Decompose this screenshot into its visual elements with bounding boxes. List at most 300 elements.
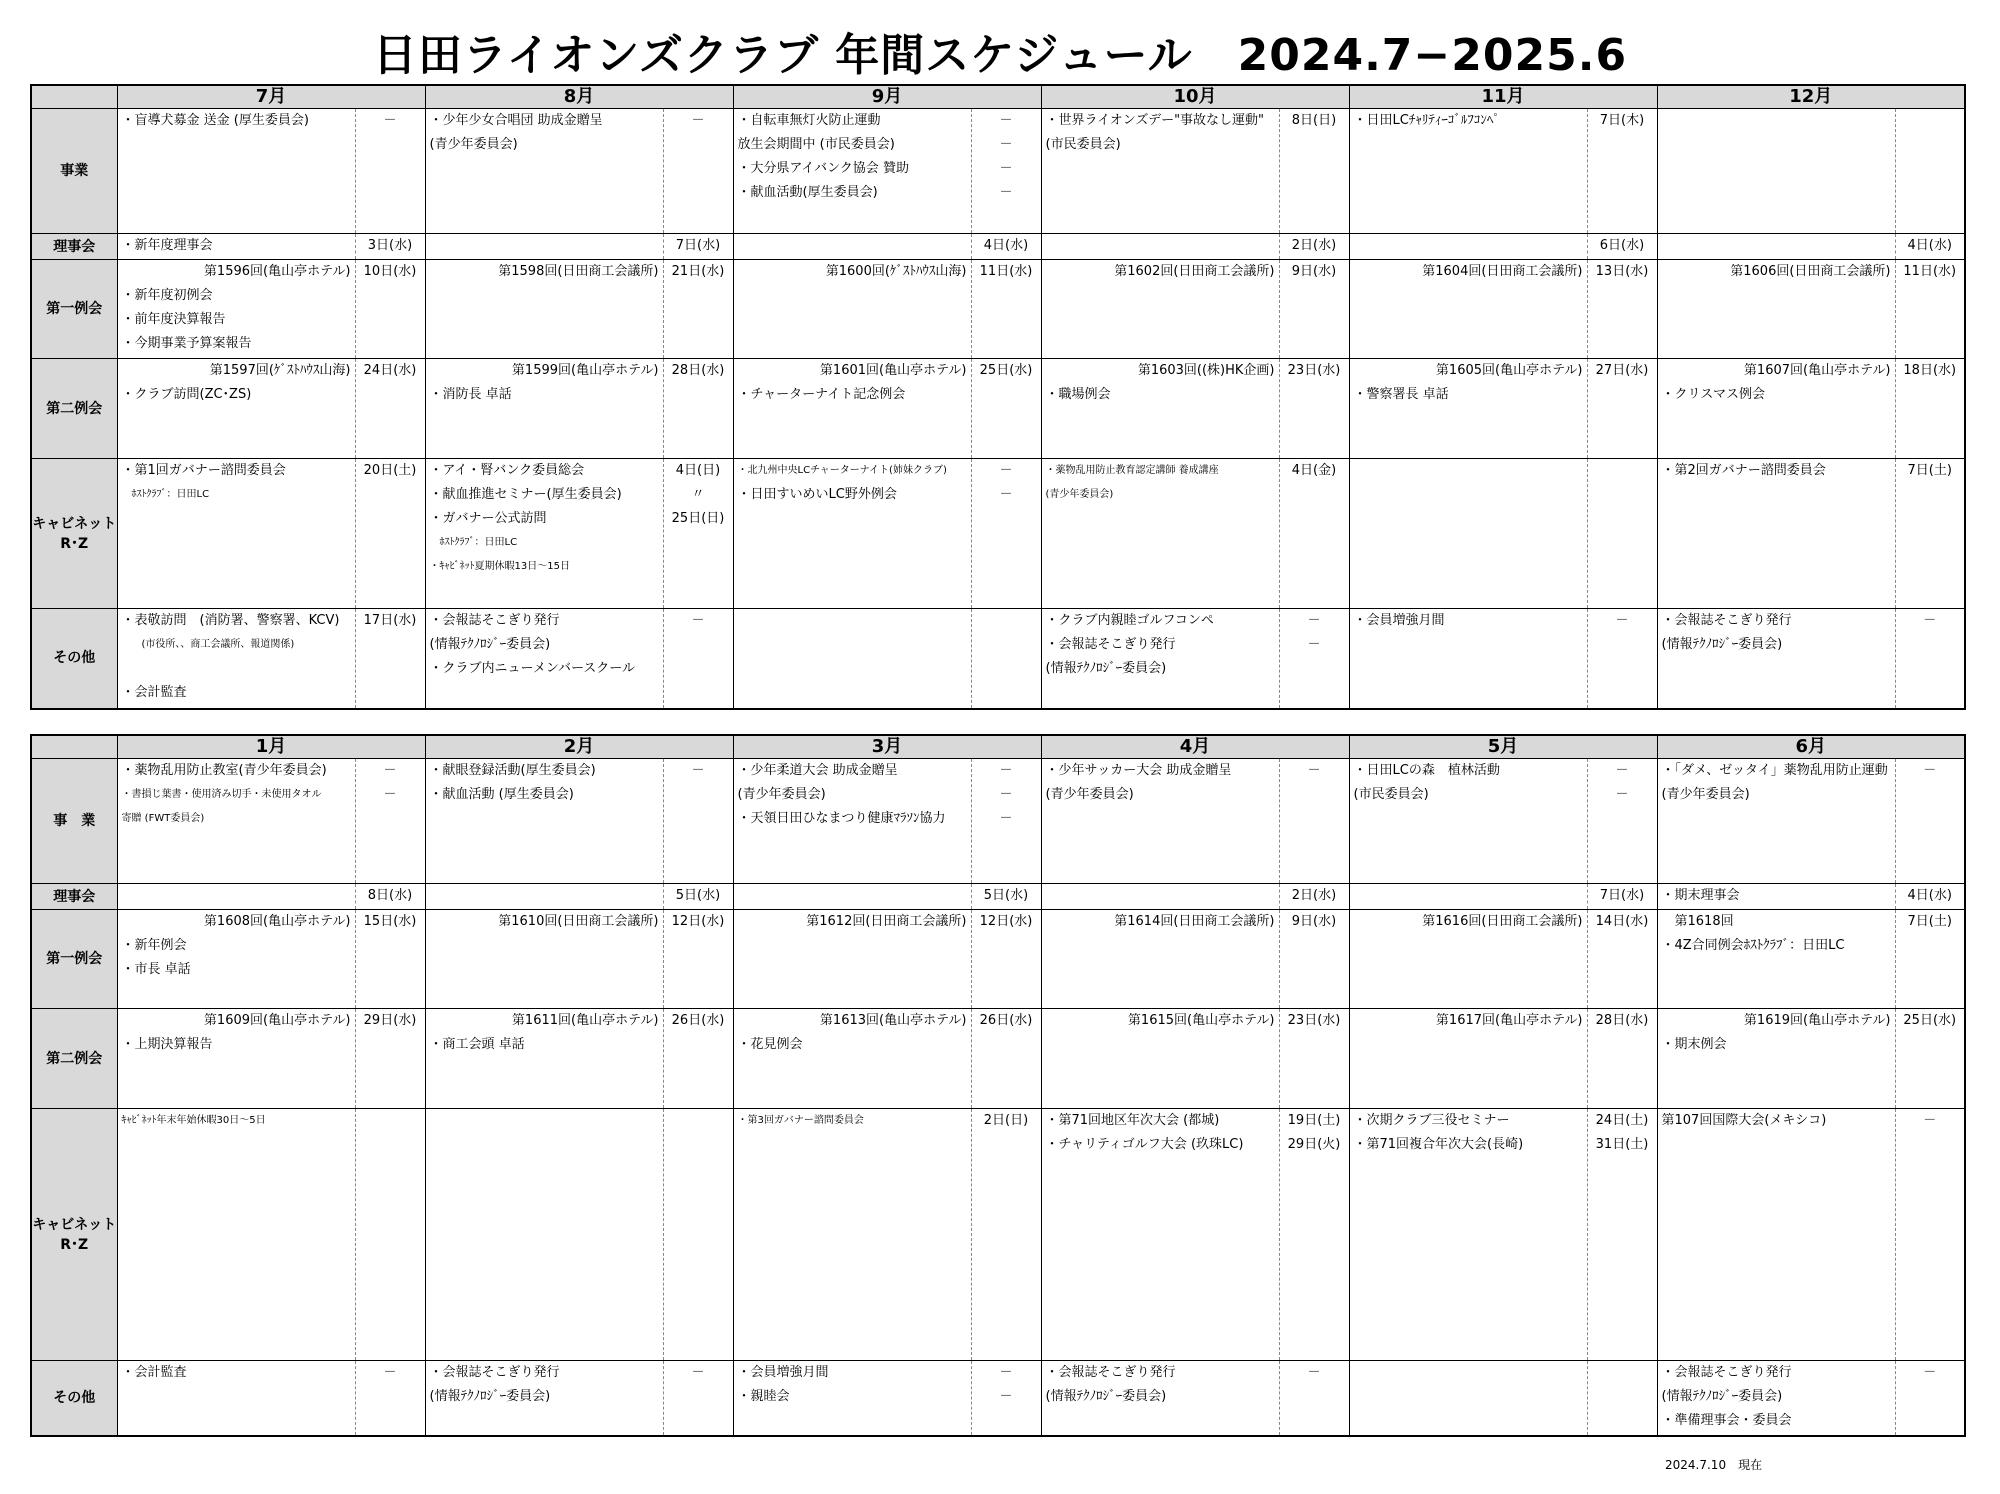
event-cell — [117, 260, 355, 359]
month-header: 9月 — [733, 85, 1041, 109]
event-date — [1280, 1385, 1349, 1409]
event-cell — [425, 1109, 663, 1361]
month-header: 11月 — [1349, 85, 1657, 109]
event-cell — [1657, 260, 1895, 359]
event-date: － — [999, 811, 1013, 826]
event-text: ・献眼登録活動(厚生委員会) — [429, 763, 596, 778]
event-text: ・薬物乱用防止教育認定講師 養成講座 — [1045, 465, 1219, 476]
schedule-row — [31, 459, 1965, 609]
event-date: － — [1923, 1365, 1937, 1380]
event-cell — [1349, 359, 1587, 459]
event-date: － — [999, 787, 1013, 802]
event-cell — [117, 359, 355, 459]
event-cell — [117, 234, 355, 260]
event-text: ・天領日田ひなまつり健康ﾏﾗｿﾝ協力 — [737, 811, 946, 826]
date-cell — [1895, 359, 1965, 459]
date-cell — [1587, 260, 1657, 359]
event-text: ・第2回ガバナー諮問委員会 — [1661, 463, 1826, 478]
event-text: 第1615回(亀山亭ホテル) — [1127, 1013, 1275, 1028]
event-cell — [1349, 459, 1587, 609]
month-header: 4月 — [1041, 735, 1349, 759]
event-cell — [425, 910, 663, 1009]
event-cell — [1657, 609, 1895, 709]
event-text: 第1611回(亀山亭ホテル) — [511, 1013, 659, 1028]
event-date — [1896, 783, 1965, 807]
event-text: ・会報誌そこぎり発行 — [1661, 1365, 1792, 1380]
event-text: ・市長 卓話 — [121, 962, 191, 977]
event-text: ・日田LCﾁｬﾘﾃｨｰｺﾞﾙﾌｺﾝﾍﾟ — [1353, 113, 1500, 128]
event-text: ・北九州中央LCチャーターナイト(姉妹クラブ) — [737, 465, 947, 476]
event-date: 7日(木) — [1599, 113, 1645, 128]
date-cell — [1279, 109, 1349, 234]
date-cell — [1895, 910, 1965, 1009]
event-date: － — [691, 1365, 705, 1380]
date-cell — [971, 234, 1041, 260]
event-text: ・職場例会 — [1045, 387, 1111, 402]
event-text — [430, 884, 663, 908]
month-header: 8月 — [425, 85, 733, 109]
event-date: 24日(土) — [1595, 1113, 1649, 1128]
date-cell — [663, 1361, 733, 1436]
event-date: 10日(水) — [363, 264, 417, 279]
event-date: 28日(水) — [671, 363, 725, 378]
date-cell — [971, 1109, 1041, 1361]
event-text: 第1599回(亀山亭ホテル) — [511, 363, 659, 378]
event-cell — [733, 759, 971, 884]
event-date: － — [1615, 763, 1629, 778]
event-date — [1896, 383, 1965, 407]
event-text: ・「ダメ、ゼッタイ」薬物乱用防止運動 — [1661, 763, 1888, 778]
event-text: ・献血活動 (厚生委員会) — [429, 787, 574, 802]
event-text: (情報ﾃｸﾉﾛｼﾞｰ委員会) — [429, 637, 551, 652]
date-cell — [1587, 759, 1657, 884]
date-cell — [663, 910, 733, 1009]
event-cell — [1349, 884, 1587, 910]
event-date: － — [383, 763, 397, 778]
month-header: 3月 — [733, 735, 1041, 759]
date-cell — [1587, 884, 1657, 910]
event-text: ・親睦会 — [737, 1389, 790, 1404]
event-text: ・会員増強月間 — [1353, 613, 1445, 628]
date-cell — [971, 1361, 1041, 1436]
date-cell — [663, 884, 733, 910]
event-text: (市民委員会) — [1045, 137, 1121, 152]
date-cell — [1587, 1361, 1657, 1436]
date-cell — [971, 459, 1041, 609]
date-cell — [1895, 234, 1965, 260]
event-date: 4日(水) — [983, 238, 1029, 253]
event-date: 29日(火) — [1287, 1137, 1341, 1152]
date-cell — [1279, 759, 1349, 884]
event-date: － — [1923, 613, 1937, 628]
event-date: 26日(水) — [671, 1013, 725, 1028]
date-cell — [1279, 260, 1349, 359]
date-cell — [971, 109, 1041, 234]
event-text: ・花見例会 — [737, 1037, 803, 1052]
row-label: 理事会 — [31, 884, 117, 910]
event-text: ・クラブ内ニューメンバースクール — [429, 661, 636, 676]
event-text: ｷｬﾋﾞﾈｯﾄ年末年始休暇30日～5日 — [121, 1115, 266, 1126]
event-date: － — [999, 763, 1013, 778]
date-cell — [971, 260, 1041, 359]
event-date — [1280, 133, 1349, 157]
schedule-row — [31, 234, 1965, 260]
event-text: ・会報誌そこぎり発行 — [1045, 637, 1176, 652]
event-date: － — [1615, 613, 1629, 628]
event-cell — [1041, 359, 1279, 459]
event-text: ・チャリティゴルフ大会 (玖珠LC) — [1045, 1137, 1244, 1152]
event-text: ・新年度初例会 — [121, 288, 213, 303]
event-date: － — [383, 1365, 397, 1380]
event-text: ・クラブ訪問(ZC･ZS) — [121, 387, 252, 402]
event-text: ・表敬訪問 (消防署、警察署、KCV) — [121, 613, 340, 628]
event-text: ・第3回ガバナー諮問委員会 — [737, 1115, 864, 1126]
event-date: － — [1307, 637, 1321, 652]
event-date — [1280, 783, 1349, 807]
event-cell — [1349, 910, 1587, 1009]
date-cell — [663, 234, 733, 260]
event-cell — [733, 1361, 971, 1436]
event-cell — [117, 109, 355, 234]
event-text: ・準備理事会・委員会 — [1661, 1413, 1792, 1428]
event-date: － — [999, 185, 1013, 200]
event-date: 7日(土) — [1907, 914, 1952, 929]
event-cell — [1041, 1361, 1279, 1436]
event-cell — [1041, 1009, 1279, 1109]
event-text: 第1616回(日田商工会議所) — [1422, 914, 1583, 929]
event-date — [1896, 1409, 1965, 1433]
date-cell — [1279, 910, 1349, 1009]
event-text: ・第71回複合年次大会(長崎) — [1353, 1137, 1524, 1152]
event-text: (情報ﾃｸﾉﾛｼﾞｰ委員会) — [1661, 637, 1783, 652]
date-cell — [971, 884, 1041, 910]
event-text: ・商工会頭 卓話 — [429, 1037, 525, 1052]
event-cell — [1041, 1109, 1279, 1361]
event-date: 23日(水) — [1287, 363, 1341, 378]
event-date — [664, 783, 733, 807]
event-text: ﾎｽﾄｸﾗﾌﾞ：日田LC — [429, 537, 518, 548]
date-cell — [1587, 609, 1657, 709]
event-date — [1280, 383, 1349, 407]
event-text: 第1597回(ｹﾞｽﾄﾊｳｽ山海) — [209, 363, 351, 378]
event-text: 第1601回(亀山亭ホテル) — [819, 363, 967, 378]
event-date: 7日(水) — [675, 238, 721, 253]
event-date — [1896, 1385, 1965, 1409]
event-text: 放生会期間中 (市民委員会) — [737, 137, 895, 152]
event-text — [1354, 884, 1587, 908]
event-date: 31日(土) — [1595, 1137, 1649, 1152]
event-date — [972, 383, 1041, 407]
event-text: ・会報誌そこぎり発行 — [1045, 1365, 1176, 1380]
date-cell — [1587, 459, 1657, 609]
date-cell — [1895, 109, 1965, 234]
event-cell — [425, 1009, 663, 1109]
row-label: その他 — [31, 609, 117, 709]
event-text — [1046, 884, 1279, 908]
event-date: － — [999, 1365, 1013, 1380]
event-date: 15日(水) — [363, 914, 417, 929]
event-date: 12日(水) — [671, 914, 725, 929]
event-date — [664, 531, 733, 555]
event-text: ・新年例会 — [121, 938, 187, 953]
event-cell — [1041, 884, 1279, 910]
event-date: 12日(水) — [979, 914, 1033, 929]
date-cell — [1895, 1009, 1965, 1109]
event-date: 4日(水) — [1907, 888, 1952, 903]
event-cell — [117, 759, 355, 884]
event-date: 11日(水) — [1903, 264, 1957, 279]
date-cell — [1895, 884, 1965, 910]
event-cell — [117, 459, 355, 609]
row-label: 第一例会 — [31, 910, 117, 1009]
schedule-row — [31, 759, 1965, 884]
event-cell — [1657, 359, 1895, 459]
schedule-row — [31, 884, 1965, 910]
event-date — [356, 1109, 425, 1133]
event-text: (情報ﾃｸﾉﾛｼﾞｰ委員会) — [1045, 1389, 1167, 1404]
date-cell — [1279, 1109, 1349, 1361]
event-text: ・第71回地区年次大会 (都城) — [1045, 1113, 1220, 1128]
event-cell — [733, 260, 971, 359]
event-text: ・ガバナー公式訪問 — [429, 511, 547, 526]
event-date — [356, 633, 425, 657]
event-cell — [1041, 759, 1279, 884]
event-cell — [1349, 759, 1587, 884]
event-date — [664, 383, 733, 407]
event-date: 11日(水) — [979, 264, 1033, 279]
event-date — [356, 934, 425, 958]
event-date — [356, 807, 425, 831]
event-cell — [425, 459, 663, 609]
date-cell — [1279, 609, 1349, 709]
event-date — [664, 1033, 733, 1057]
event-text: 第1598回(日田商工会議所) — [498, 264, 659, 279]
event-text: 第1596回(亀山亭ホテル) — [203, 264, 351, 279]
event-date: 13日(水) — [1595, 264, 1649, 279]
month-header-row — [31, 735, 1965, 759]
event-date: － — [999, 137, 1013, 152]
event-text: ・会計監査 — [121, 1365, 187, 1380]
month-header: 12月 — [1657, 85, 1965, 109]
event-text: ・盲導犬募金 送金 (厚生委員会) — [121, 113, 309, 128]
event-text: ・チャーターナイト記念例会 — [737, 387, 906, 402]
event-text: ・新年度理事会 — [121, 238, 213, 253]
month-header: 7月 — [117, 85, 425, 109]
schedule-row — [31, 1009, 1965, 1109]
event-date: － — [691, 613, 705, 628]
schedule-row — [31, 609, 1965, 709]
event-date: － — [691, 763, 705, 778]
event-date: 7日(水) — [1599, 888, 1645, 903]
date-cell — [663, 459, 733, 609]
event-cell — [1041, 459, 1279, 609]
event-text: (情報ﾃｸﾉﾛｼﾞｰ委員会) — [1045, 661, 1167, 676]
event-text: ・消防長 卓話 — [429, 387, 512, 402]
event-text: ・4Z合同例会ﾎｽﾄｸﾗﾌﾞ：日田LC — [1661, 938, 1845, 953]
event-date — [1280, 657, 1349, 681]
event-text: ・クラブ内親睦ゴルフコンペ — [1045, 613, 1214, 628]
event-cell — [1041, 109, 1279, 234]
date-cell — [663, 1109, 733, 1361]
date-cell — [1279, 1009, 1349, 1109]
date-cell — [1587, 1109, 1657, 1361]
row-label: 事 業 — [31, 759, 117, 884]
event-cell — [425, 260, 663, 359]
event-text — [430, 234, 663, 258]
event-text: ・自転車無灯火防止運動 — [737, 113, 881, 128]
event-date: 20日(土) — [363, 463, 417, 478]
event-text: (青少年委員会) — [737, 787, 826, 802]
date-cell — [971, 359, 1041, 459]
event-text: ・書損じ葉書・使用済み切手・未使用タオル — [121, 789, 322, 800]
event-text — [1354, 234, 1587, 258]
event-text: 第1612回(日田商工会議所) — [806, 914, 967, 929]
event-date — [356, 284, 425, 308]
event-text: (青少年委員会) — [429, 137, 518, 152]
date-cell — [663, 609, 733, 709]
event-cell — [425, 109, 663, 234]
event-cell — [1657, 459, 1895, 609]
event-text: 第1614回(日田商工会議所) — [1114, 914, 1275, 929]
event-date: 6日(水) — [1599, 238, 1645, 253]
event-cell — [1041, 260, 1279, 359]
event-date: － — [999, 1389, 1013, 1404]
date-cell — [1895, 759, 1965, 884]
date-cell — [971, 910, 1041, 1009]
event-text: 第1609回(亀山亭ホテル) — [203, 1013, 351, 1028]
event-cell — [425, 884, 663, 910]
event-cell — [733, 1009, 971, 1109]
event-date: 5日(水) — [983, 888, 1029, 903]
date-cell — [1895, 1109, 1965, 1361]
event-cell — [733, 234, 971, 260]
event-text — [738, 234, 971, 258]
date-cell — [1895, 260, 1965, 359]
event-date: 〃 — [691, 487, 705, 502]
event-text: ・次期クラブ三役セミナー — [1353, 1113, 1510, 1128]
event-text: ・会報誌そこぎり発行 — [429, 613, 560, 628]
date-cell — [355, 1009, 425, 1109]
event-text: ・今期事業予算案報告 — [121, 336, 252, 351]
event-cell — [1657, 910, 1895, 1009]
event-cell — [733, 884, 971, 910]
event-date: 29日(水) — [363, 1013, 417, 1028]
event-text: (市民委員会) — [1353, 787, 1429, 802]
event-date — [664, 555, 733, 579]
event-cell — [1657, 1109, 1895, 1361]
event-cell — [425, 1361, 663, 1436]
date-cell — [1895, 459, 1965, 609]
date-cell — [1279, 459, 1349, 609]
date-cell — [971, 1009, 1041, 1109]
date-cell — [1279, 234, 1349, 260]
event-cell — [733, 109, 971, 234]
event-date: 14日(水) — [1595, 914, 1649, 929]
event-date: － — [383, 787, 397, 802]
event-date: 23日(水) — [1287, 1013, 1341, 1028]
event-date: 4日(日) — [675, 463, 721, 478]
event-date: 3日(水) — [367, 238, 413, 253]
event-text: ・献血推進セミナー(厚生委員会) — [429, 487, 622, 502]
event-date — [356, 483, 425, 507]
date-cell — [1895, 609, 1965, 709]
event-cell — [1349, 609, 1587, 709]
event-text — [1046, 234, 1279, 258]
event-cell — [425, 234, 663, 260]
event-text: (青少年委員会) — [1045, 787, 1134, 802]
event-text: ﾎｽﾄｸﾗﾌﾞ：日田LC — [121, 489, 210, 500]
event-text: ・日田LCの森 植林活動 — [1353, 763, 1500, 778]
event-text: ・世界ライオンズデー"事故なし運動" — [1045, 113, 1265, 128]
event-date: 4日(水) — [1907, 238, 1952, 253]
date-cell — [355, 1109, 425, 1361]
event-date: － — [999, 487, 1013, 502]
event-cell — [1349, 260, 1587, 359]
event-text: ・警察署長 卓話 — [1353, 387, 1449, 402]
date-cell — [355, 359, 425, 459]
schedule-row — [31, 260, 1965, 359]
event-text: 第1618回 — [1661, 914, 1734, 929]
event-date: － — [999, 113, 1013, 128]
event-text: ・前年度決算報告 — [121, 312, 226, 327]
event-text: ・上期決算報告 — [121, 1037, 213, 1052]
date-cell — [663, 759, 733, 884]
date-cell — [355, 609, 425, 709]
event-date: 25日(水) — [979, 363, 1033, 378]
event-date — [356, 657, 425, 681]
page-title: 日田ライオンズクラブ 年間スケジュール 2024.7−2025.6 — [372, 30, 1628, 81]
event-cell — [425, 359, 663, 459]
event-date: 8日(水) — [367, 888, 413, 903]
event-text: 第1600回(ｹﾞｽﾄﾊｳｽ山海) — [825, 264, 967, 279]
event-text: ・少年少女合唱団 助成金贈呈 — [429, 113, 603, 128]
event-date: 25日(日) — [671, 511, 725, 526]
event-date: 21日(水) — [671, 264, 725, 279]
event-date: － — [1307, 613, 1321, 628]
schedule-row — [31, 1361, 1965, 1436]
event-date — [1896, 633, 1965, 657]
row-label: キャビネット R･Z — [31, 459, 117, 609]
row-label: 事業 — [31, 109, 117, 234]
event-text: ・ｷｬﾋﾞﾈｯﾄ夏期休暇13日～15日 — [429, 561, 570, 572]
event-cell — [1041, 910, 1279, 1009]
event-date — [664, 633, 733, 657]
event-cell — [1349, 109, 1587, 234]
month-header: 1月 — [117, 735, 425, 759]
event-text: ・会報誌そこぎり発行 — [1661, 613, 1792, 628]
event-text: 第1617回(亀山亭ホテル) — [1435, 1013, 1583, 1028]
event-text: ・会員増強月間 — [737, 1365, 829, 1380]
event-text: 第1610回(日田商工会議所) — [498, 914, 659, 929]
event-text: ・少年柔道大会 助成金贈呈 — [737, 763, 898, 778]
event-date: 2日(水) — [1291, 238, 1337, 253]
event-text — [1662, 234, 1895, 258]
event-date: 26日(水) — [979, 1013, 1033, 1028]
event-cell — [117, 1109, 355, 1361]
event-date — [356, 681, 425, 705]
date-cell — [971, 609, 1041, 709]
event-cell — [117, 910, 355, 1009]
event-date: 25日(水) — [1903, 1013, 1957, 1028]
event-text: ・会計監査 — [121, 685, 187, 700]
row-label: 第一例会 — [31, 260, 117, 359]
date-cell — [971, 759, 1041, 884]
event-cell — [1349, 1009, 1587, 1109]
date-cell — [355, 910, 425, 1009]
event-cell — [1657, 109, 1895, 234]
event-date: － — [1923, 763, 1937, 778]
schedule-table-jan-jun — [30, 734, 1966, 1437]
